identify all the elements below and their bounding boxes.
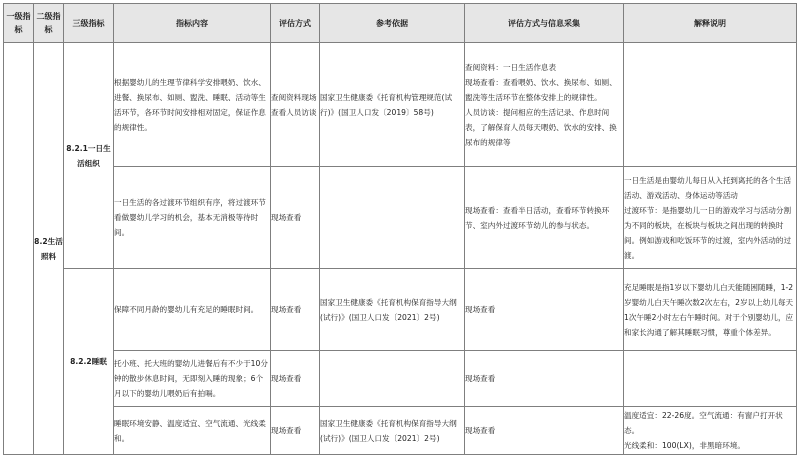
method-cell: 查阅资料现场查看人员访谈 [271, 43, 320, 167]
explanation-cell [624, 351, 797, 407]
method-cell: 现场查看 [271, 167, 320, 269]
content-cell: 托小班、托大班的婴幼儿进餐后有不少于10分钟的散步休息时间，无即刻入睡的现象；6个月以下的婴幼儿喂奶后有拍嗝。 [114, 351, 271, 407]
table-row [4, 43, 797, 167]
method-cell: 现场查看 [271, 269, 320, 351]
table-row [4, 351, 797, 407]
reference-cell [320, 167, 465, 269]
level2-cell: 8.2生活照料 [34, 43, 64, 455]
collection-cell: 现场查看 [465, 269, 624, 351]
level1-cell [4, 43, 34, 455]
evaluation-table [3, 3, 797, 455]
header-level2: 二级指标 [34, 4, 64, 43]
reference-cell: 国家卫生健康委《托育机构保育指导大纲(试行)》(国卫人口发〔2021〕2号) [320, 407, 465, 455]
level3-cell: 8.2.2睡眠 [64, 269, 114, 455]
reference-cell [320, 351, 465, 407]
content-cell: 根据婴幼儿的生理节律科学安排喂奶、饮水、进餐、换尿布、如厕、盥洗、睡眠、活动等生活环节，各环节时间安排相对固定，保证作息的规律性。 [114, 43, 271, 167]
collection-cell: 查阅资料：一日生活作息表 现场查看：查看喂奶、饮水、换尿布、如厕、盥洗等生活环节在整体安排上的规律性。 人员访谈：提问相应的生活记录、作息时间表，了解保育人员每天喂奶、饮水的安排、换尿布的规律等 [465, 43, 624, 167]
header-row [4, 4, 797, 43]
collection-cell: 现场查看 [465, 351, 624, 407]
reference-cell: 国家卫生健康委《托育机构保育指导大纲(试行)》(国卫人口发〔2021〕2号) [320, 269, 465, 351]
explanation-cell: 充足睡眠是指1岁以下婴幼儿白天能随困随睡，1-2岁婴幼儿白天午睡次数2次左右，2岁以上幼儿每天1次午睡2小时左右午睡时间。对于个别婴幼儿，应和家长沟通了解其睡眠习惯，尊重个体差异。 [624, 269, 797, 351]
header-collection: 评估方式与信息采集 [465, 4, 624, 43]
header-method: 评估方式 [271, 4, 320, 43]
header-level3: 三级指标 [64, 4, 114, 43]
collection-cell: 现场查看 [465, 407, 624, 455]
explanation-cell [624, 43, 797, 167]
table-row [4, 269, 797, 351]
method-cell: 现场查看 [271, 407, 320, 455]
content-cell: 睡眠环境安静、温度适宜、空气流通、光线柔和。 [114, 407, 271, 455]
header-content: 指标内容 [114, 4, 271, 43]
reference-cell: 国家卫生健康委《托育机构管理规范(试行)》(国卫人口发〔2019〕58号) [320, 43, 465, 167]
method-cell: 现场查看 [271, 351, 320, 407]
table-row [4, 167, 797, 269]
explanation-cell: 一日生活是由婴幼儿每日从入托到离托的各个生活活动、游戏活动、身体运动等活动 过渡环节：是指婴幼儿一日的游戏学习与活动分割为不同的板块，在板块与板块之间出现的转换时间。例如游戏和吃饭环节的过渡，室内外活动的过渡。 [624, 167, 797, 269]
collection-cell: 现场查看：查看半日活动，查看环节转换环节、室内外过渡环节幼儿的参与状态。 [465, 167, 624, 269]
header-reference: 参考依据 [320, 4, 465, 43]
header-explanation: 解释说明 [624, 4, 797, 43]
content-cell: 一日生活的各过渡环节组织有序，将过渡环节看做婴幼儿学习的机会，基本无消极等待时间。 [114, 167, 271, 269]
explanation-cell: 温度适宜：22-26度。空气流通：有窗户打开状态。 光线柔和：100(LX)，非黑暗环境。 [624, 407, 797, 455]
content-cell: 保障不同月龄的婴幼儿有充足的睡眠时间。 [114, 269, 271, 351]
header-level1: 一级指标 [4, 4, 34, 43]
level3-cell: 8.2.1一日生活组织 [64, 43, 114, 269]
table-row [4, 407, 797, 455]
